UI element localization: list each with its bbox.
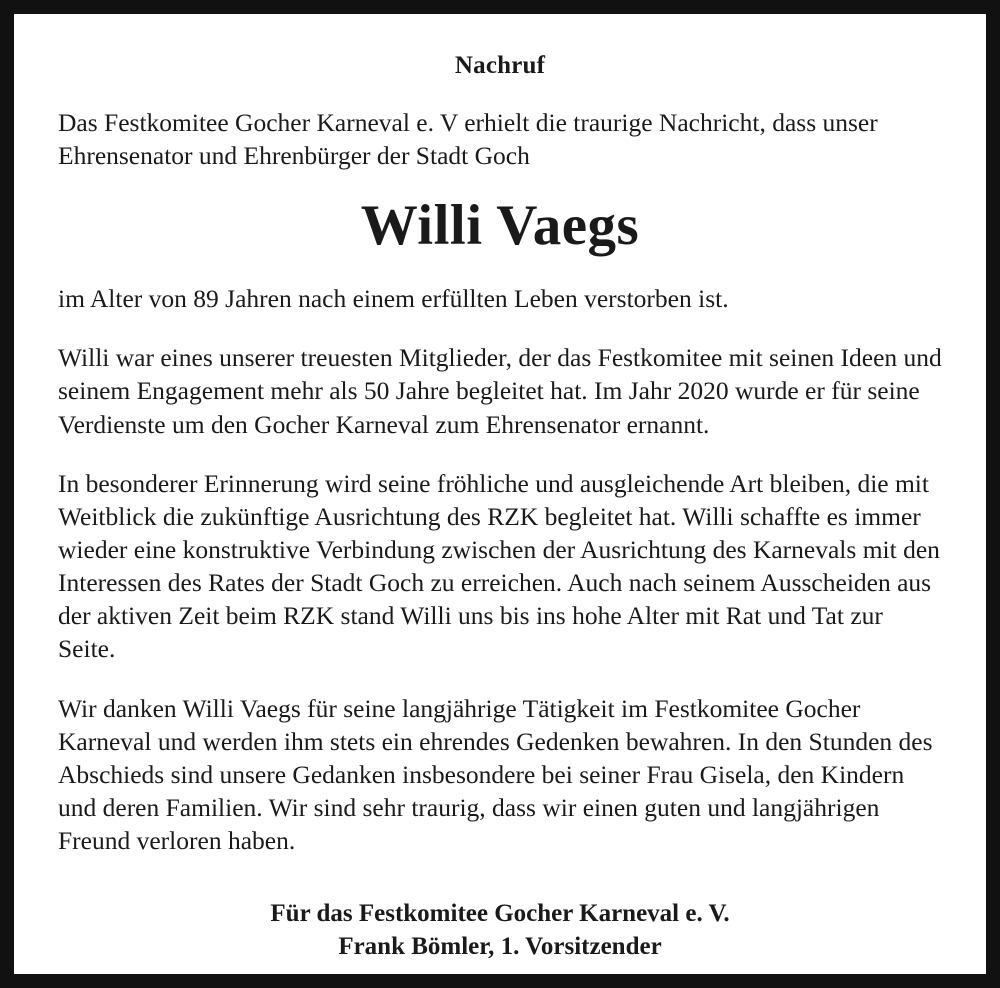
deceased-name: Willi Vaegs: [360, 194, 640, 258]
signature-block: [58, 897, 942, 963]
age-line: im Alter von 89 Jahren nach einem erfüllten Leben verstorben ist.: [58, 284, 729, 314]
obituary-paragraph-3: Wir danken Willi Vaegs für seine langjährige Tätigkeit im Festkomitee Gocher Karneval und werden ihm stets ein ehrendes Gedenken bewahren. In den Stunden des Abschieds sind unsere Gedanken insbesondere bei seiner Frau Gisela, den Kindern und deren Familien. Wir sind sehr traurig, dass wir einen guten und langjährigen Freund verloren haben.: [58, 693, 933, 856]
obituary-paragraph-2: In besonderer Erinnerung wird seine fröhliche und ausgleichende Art bleiben, die mit Weitblick die zukünftige Ausrichtung des RZK begleitet hat. Willi schaffte es immer wieder eine konstruktive Verbindung zwischen der Ausrichtung des Karnevals mit den Interessen des Rates der Stadt Goch zu erreichen. Auch nach seinem Ausscheiden aus der aktiven Zeit beim RZK stand Willi uns bis ins hohe Alter mit Rat und Tat zur Seite.: [58, 468, 940, 664]
signature-organisation: Für das Festkomitee Gocher Karneval e. V.: [270, 900, 730, 928]
obituary-intro-text: Das Festkomitee Gocher Karneval e. V erhielt die traurige Nachricht, dass unser Ehrensenator und Ehrenbürger der Stadt Goch: [58, 108, 878, 171]
obituary-content: [58, 52, 942, 962]
obituary-heading: Nachruf: [454, 52, 546, 79]
obituary-paragraph-1: Willi war eines unserer treuesten Mitglieder, der das Festkomitee mit seinen Ideen und seinem Engagement mehr als 50 Jahre begleitet hat. Im Jahr 2020 wurde er für seine Verdienste um den Gocher Karneval zum Ehrensenator ernannt.: [58, 343, 942, 439]
signature-signatory: Frank Bömler, 1. Vorsitzender: [338, 933, 662, 961]
